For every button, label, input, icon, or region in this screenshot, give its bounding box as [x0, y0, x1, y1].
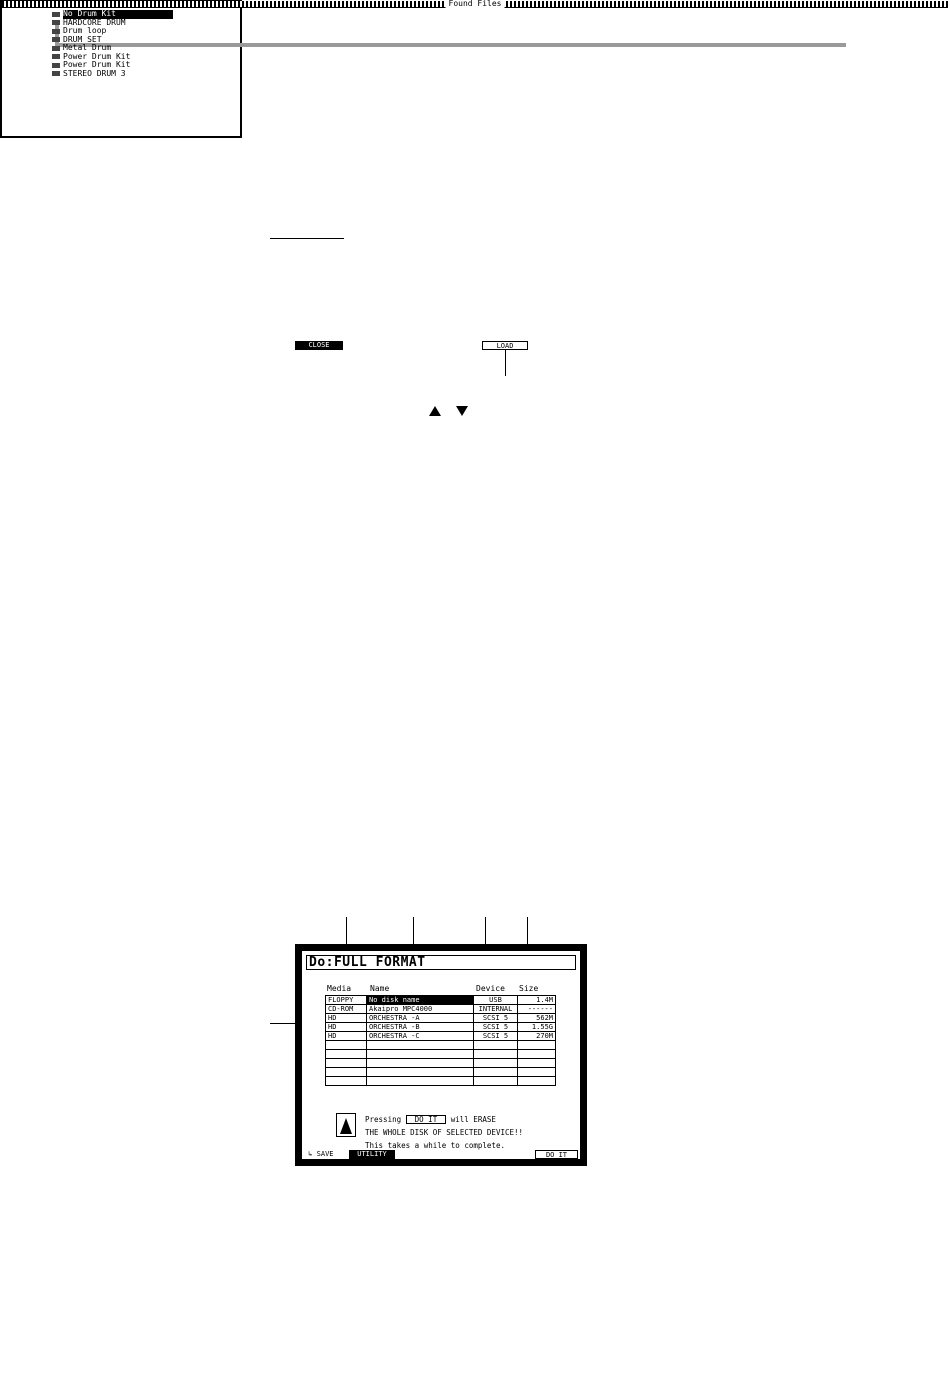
device-cell-empty [474, 1059, 518, 1068]
device-cell-empty [474, 1068, 518, 1077]
warning-line-3: This takes a while to complete. [365, 1141, 505, 1150]
device-cell-size [518, 1032, 556, 1041]
device-cell-media [326, 1014, 367, 1023]
device-row[interactable] [326, 1032, 556, 1041]
callout-list-line [270, 238, 344, 239]
device-cell-empty [326, 1068, 367, 1077]
device-cell-device-text: SCSI 5 [482, 1032, 509, 1040]
file-list-item[interactable] [50, 70, 174, 79]
do-it-button[interactable]: DO IT [535, 1150, 578, 1159]
warning-doit-label: DO IT [406, 1115, 447, 1124]
device-cell-empty [367, 1059, 474, 1068]
device-row[interactable] [326, 996, 556, 1005]
file-list-item-label: STEREO DRUM 3 [63, 68, 126, 78]
device-cell-media-text: FLOPPY [328, 996, 354, 1004]
device-cell-name [367, 996, 474, 1005]
save-tab[interactable]: ↳ SAVE [304, 1150, 334, 1158]
device-cell-name [367, 1023, 474, 1032]
device-row[interactable] [326, 1005, 556, 1014]
device-cell-media [326, 996, 367, 1005]
device-row-empty [326, 1068, 556, 1077]
load-button[interactable]: LOAD [482, 341, 528, 350]
device-cell-empty [474, 1077, 518, 1086]
device-row-empty [326, 1077, 556, 1086]
device-cell-empty [474, 1041, 518, 1050]
warning-pressing-text: Pressing [365, 1115, 402, 1124]
cursor-down-icon [456, 406, 468, 416]
save-tab-label: SAVE [316, 1150, 334, 1158]
device-cell-empty [518, 1059, 556, 1068]
callout-load-line [505, 350, 506, 376]
found-files-window [0, 0, 502, 138]
device-cell-device-text: INTERNAL [478, 1005, 513, 1013]
file-list-item-label: HARDCORE DRUM [63, 17, 126, 27]
file-list-item-label: Power Drum Kit [63, 51, 131, 61]
program-file-icon [52, 12, 60, 17]
device-row-empty [326, 1059, 556, 1068]
close-button[interactable]: CLOSE [295, 341, 343, 350]
format-screen [295, 944, 587, 1166]
file-list-item-label: Power Drum Kit [63, 60, 131, 69]
warning-line-2: THE WHOLE DISK OF SELECTED DEVICE!! [365, 1128, 524, 1137]
device-cell-empty [367, 1050, 474, 1059]
device-cell-media [326, 1032, 367, 1041]
device-cell-name-text: No disk name [367, 996, 473, 1004]
warning-erase-text: will ERASE [450, 1115, 496, 1124]
device-cell-empty [326, 1077, 367, 1086]
found-files-title: Found Files [446, 0, 505, 9]
device-cell-device-text: SCSI 5 [482, 1014, 509, 1022]
device-row[interactable] [326, 1014, 556, 1023]
device-cell-size-text: 1.55G [531, 1023, 553, 1031]
device-cell-empty [518, 1050, 556, 1059]
device-cell-name [367, 1005, 474, 1014]
device-cell-empty [326, 1050, 367, 1059]
device-cell-name-text: ORCHESTRA -C [369, 1032, 420, 1040]
device-cell-name [367, 1014, 474, 1023]
file-list-item-label: Metal Drum [63, 43, 112, 52]
device-cell-empty [518, 1041, 556, 1050]
device-cell-empty [326, 1059, 367, 1068]
device-cell-empty [367, 1077, 474, 1086]
device-cell-device [474, 1014, 518, 1023]
device-cell-media-text: HD [328, 1014, 337, 1022]
device-cell-media [326, 1023, 367, 1032]
column-header-name: Name [370, 984, 390, 993]
column-header-size: Size [519, 984, 539, 993]
device-cell-device [474, 1023, 518, 1032]
program-file-icon [52, 63, 60, 68]
device-cell-device-text: USB [489, 996, 502, 1004]
cursor-up-icon [429, 406, 441, 416]
program-file-icon [52, 71, 60, 76]
device-cell-size [518, 996, 556, 1005]
device-cell-media-text: HD [328, 1023, 337, 1031]
program-file-icon [52, 37, 60, 42]
device-cell-device [474, 996, 518, 1005]
device-cell-size [518, 1005, 556, 1014]
device-cell-size [518, 1014, 556, 1023]
device-cell-device-text: SCSI 5 [482, 1023, 509, 1031]
device-cell-name [367, 1032, 474, 1041]
device-cell-empty [367, 1068, 474, 1077]
program-file-icon [52, 29, 60, 34]
page-title: Do:FULL FORMAT [306, 955, 576, 970]
program-file-icon [52, 20, 60, 25]
device-cell-empty [474, 1050, 518, 1059]
device-cell-media [326, 1005, 367, 1014]
column-header-media: Media [327, 984, 352, 993]
warning-line-1 [365, 1115, 496, 1124]
file-list-item-label: No Drum Kit [63, 10, 173, 19]
device-cell-size-text: 562M [536, 1014, 553, 1022]
file-list-item-label: Drum loop [63, 26, 107, 35]
file-list-item-label: DRUM SET [63, 34, 102, 44]
found-files-title-bar [2, 1, 948, 8]
column-header-device: Device [476, 984, 505, 993]
program-file-icon [52, 46, 60, 51]
device-cell-size-text: ------ [527, 1005, 553, 1013]
device-cell-name-text: ORCHESTRA -B [369, 1023, 420, 1031]
found-files-list[interactable] [50, 10, 174, 78]
device-row-empty [326, 1050, 556, 1059]
device-cell-size [518, 1023, 556, 1032]
device-cell-size-text: 270M [536, 1032, 553, 1040]
device-cell-media-text: CD-ROM [328, 1005, 354, 1013]
device-cell-empty [518, 1077, 556, 1086]
device-cell-name-text: Akaipro MPC4000 [369, 1005, 433, 1013]
device-row[interactable] [326, 1023, 556, 1032]
device-cell-empty [518, 1068, 556, 1077]
device-cell-device [474, 1005, 518, 1014]
device-cell-name-text: ORCHESTRA -A [369, 1014, 420, 1022]
format-screen-inner [302, 951, 580, 1159]
warning-icon [336, 1113, 356, 1137]
device-cell-empty [326, 1041, 367, 1050]
device-cell-empty [367, 1041, 474, 1050]
device-cell-media-text: HD [328, 1032, 337, 1040]
device-cell-device [474, 1032, 518, 1041]
device-cell-size-text: 1.4M [536, 996, 553, 1004]
device-table [325, 995, 556, 1086]
utility-tab[interactable]: UTILITY [349, 1150, 395, 1159]
program-file-icon [52, 54, 60, 59]
device-row-empty [326, 1041, 556, 1050]
